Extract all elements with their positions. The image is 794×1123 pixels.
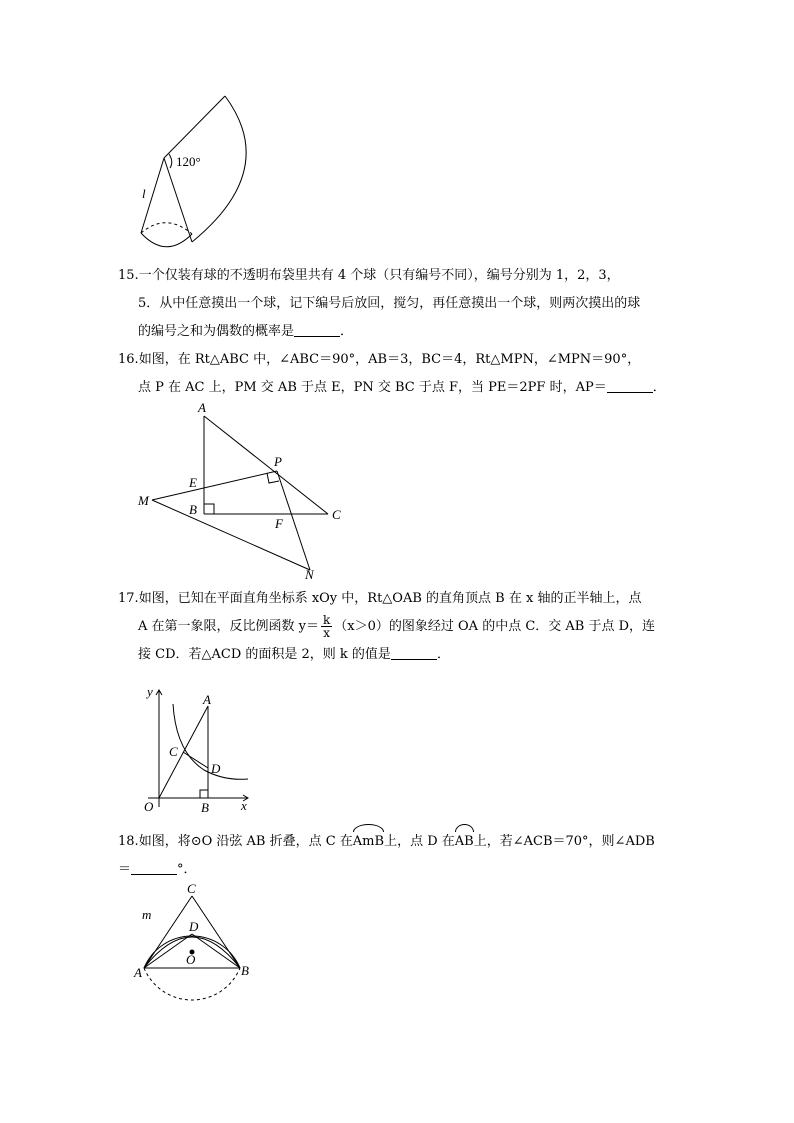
label-O: O bbox=[186, 952, 196, 967]
fraction-numerator: k bbox=[323, 613, 331, 627]
question-text-line: ＝ bbox=[118, 862, 132, 877]
arc-AmB: AmB bbox=[353, 828, 384, 856]
question-text-line: 5．从中任意摸出一个球，记下编号后放回，搅匀，再任意摸出一个球，则两次摸出的球 bbox=[138, 296, 641, 311]
question-number: 16. bbox=[118, 352, 139, 367]
label-B: B bbox=[241, 963, 249, 978]
period: ． bbox=[652, 380, 666, 395]
question-number: 17. bbox=[118, 591, 139, 606]
question-text-line: 如图，在 Rt△ABC 中，∠ABC＝90°，AB＝3，BC＝4，Rt△MPN，∠MPN＝90°， bbox=[138, 352, 641, 367]
question-number: 18. bbox=[118, 834, 139, 849]
label-C: C bbox=[332, 507, 341, 522]
right-angle-P bbox=[267, 473, 279, 483]
segment-MN bbox=[152, 500, 310, 570]
period: ． bbox=[436, 647, 450, 662]
label-D: D bbox=[211, 761, 221, 776]
segment-AD bbox=[144, 934, 192, 968]
segment-MP bbox=[152, 471, 277, 500]
label-m: m bbox=[142, 907, 152, 922]
label-y: y bbox=[147, 684, 153, 699]
label-M: M bbox=[138, 493, 149, 508]
cone-right-edge bbox=[164, 158, 192, 242]
question-text-line: 一个仅装有球的不透明布袋里共有 4 个球（只有编号不同），编号分别为 1，2，3， bbox=[138, 268, 620, 283]
right-angle-B bbox=[200, 790, 208, 798]
arc-AB: AB bbox=[455, 828, 474, 856]
label-C: C bbox=[187, 881, 196, 896]
fraction-denominator: x bbox=[323, 626, 331, 640]
label-A: A bbox=[134, 965, 142, 980]
label-F: F bbox=[275, 516, 283, 531]
label-B: B bbox=[189, 502, 197, 517]
question-17 bbox=[118, 585, 678, 669]
answer-blank[interactable] bbox=[294, 322, 340, 337]
question-text-line: 如图，将⊙O 沿弦 AB 折叠，点 C 在 bbox=[138, 834, 353, 849]
sector-radius-top bbox=[164, 96, 225, 158]
answer-blank[interactable] bbox=[131, 860, 177, 875]
triangle-figure-16 bbox=[130, 398, 360, 583]
angle-label: 120° bbox=[176, 154, 201, 169]
label-C: C bbox=[169, 744, 178, 759]
segment-CD bbox=[183, 752, 208, 768]
question-text-line: 如图，已知在平面直角坐标系 xOy 中，Rt△OAB 的直角顶点 B 在 x 轴的正半轴上，点 bbox=[138, 591, 642, 606]
right-angle-B bbox=[204, 504, 214, 514]
cone-base-back bbox=[141, 223, 192, 234]
label-A: A bbox=[198, 400, 206, 415]
segment-CB bbox=[192, 896, 240, 968]
segment-DB bbox=[192, 934, 240, 968]
answer-blank[interactable] bbox=[391, 645, 437, 660]
fraction-k-over-x bbox=[321, 614, 332, 639]
question-16 bbox=[118, 346, 678, 402]
sector-arc bbox=[192, 96, 246, 242]
label-A: A bbox=[203, 692, 211, 707]
question-text-line: A 在第一象限，反比例函数 y＝ bbox=[138, 619, 319, 634]
answer-blank[interactable] bbox=[607, 378, 653, 393]
cone-base-front bbox=[141, 233, 192, 247]
label-D: D bbox=[189, 919, 199, 934]
label-E: E bbox=[189, 475, 197, 490]
cone-figure bbox=[130, 90, 270, 260]
angle-mark bbox=[169, 154, 172, 168]
segment-AC bbox=[204, 416, 328, 514]
label-B: B bbox=[201, 800, 209, 815]
question-text-line: 接 CD．若△ACD 的面积是 2，则 k 的值是 bbox=[138, 647, 391, 662]
circle-lower-arc-dashed bbox=[144, 968, 240, 1000]
question-text-line: 上，点 D 在 bbox=[384, 834, 455, 849]
label-O: O bbox=[144, 799, 154, 814]
question-15 bbox=[118, 262, 678, 346]
question-text-line: 点 P 在 AC 上，PM 交 AB 于点 E，PN 交 BC 于点 F，当 PE＝2PF 时，AP＝ bbox=[138, 380, 607, 395]
question-text-line: 的编号之和为偶数的概率是 bbox=[138, 324, 295, 339]
slant-label: l bbox=[142, 186, 146, 201]
coordinate-figure-17 bbox=[138, 682, 263, 817]
label-P: P bbox=[274, 454, 282, 469]
question-18 bbox=[118, 828, 678, 884]
label-x: x bbox=[241, 798, 247, 813]
question-text-line: °． bbox=[177, 862, 197, 877]
question-text-line: （x＞0）的图象经过 OA 的中点 C．交 AB 于点 D，连 bbox=[334, 619, 656, 634]
question-text-line: 上，若∠ACB＝70°，则∠ADB bbox=[473, 834, 655, 849]
period: ． bbox=[340, 324, 354, 339]
question-number: 15. bbox=[118, 268, 139, 283]
label-N: N bbox=[305, 567, 314, 582]
circle-figure-18 bbox=[130, 882, 260, 992]
